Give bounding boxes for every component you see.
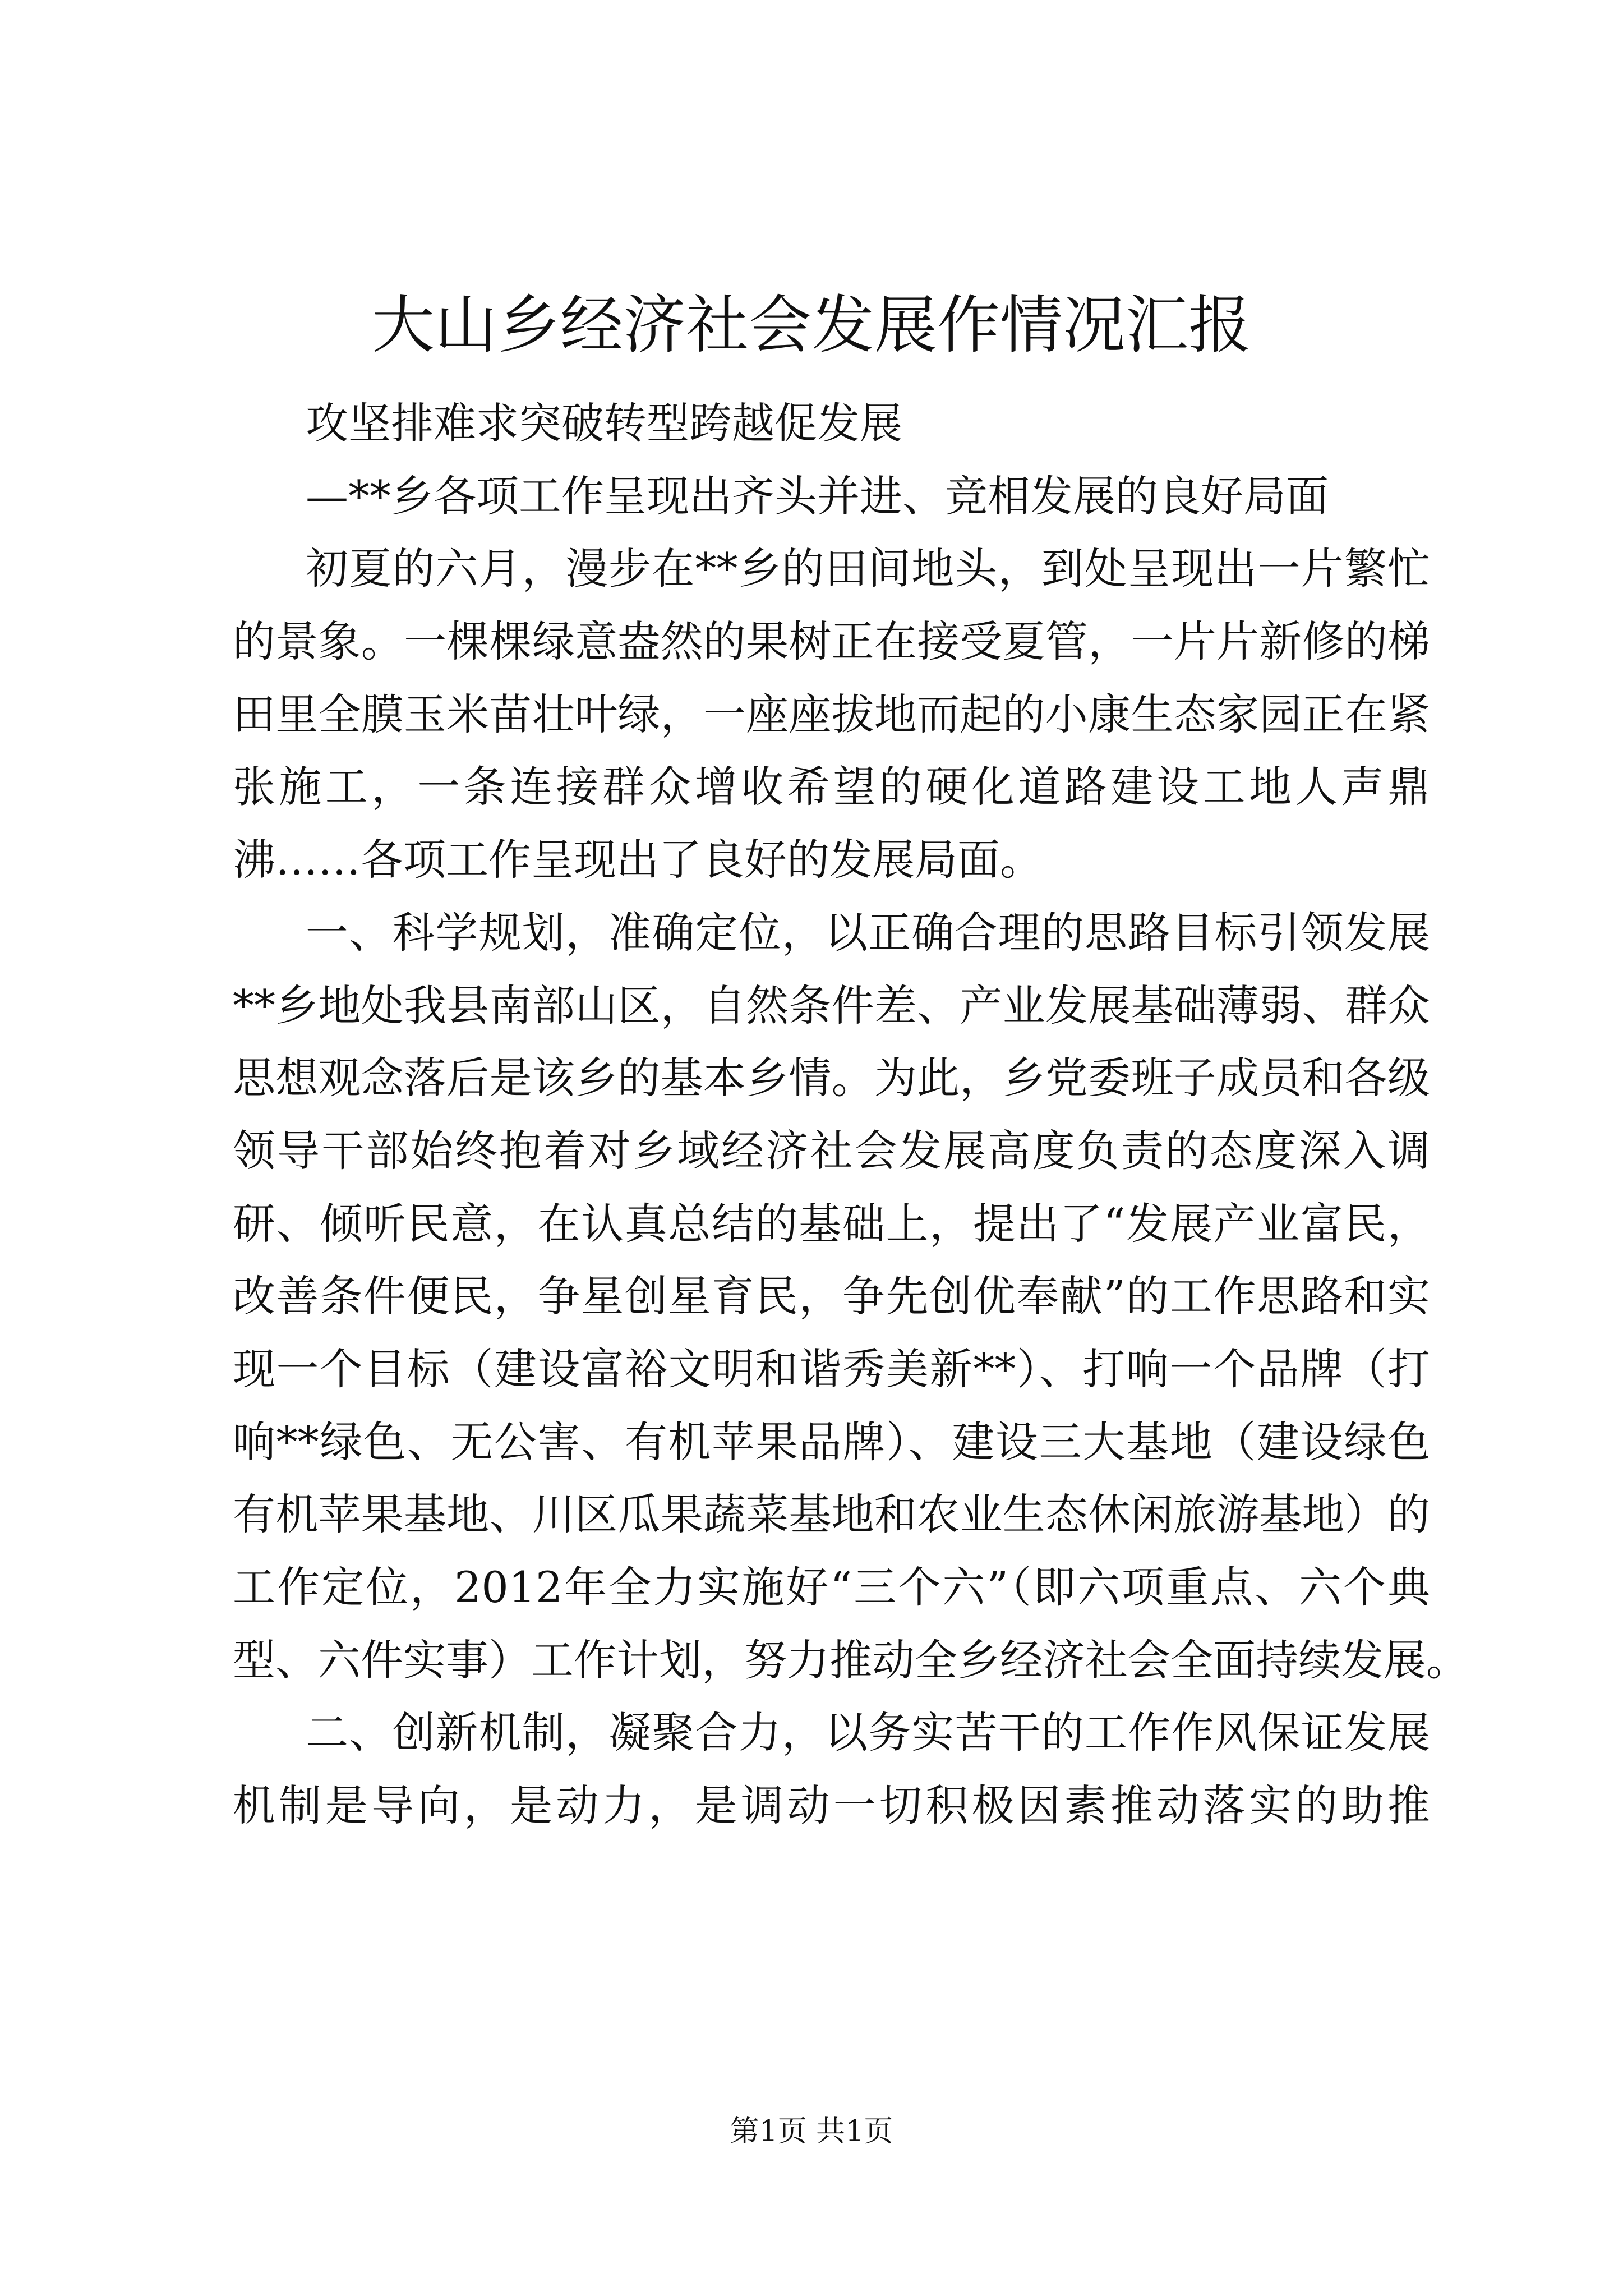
paragraph-line: 初夏的六月，漫步在**乡的田间地头，到处呈现出一片繁忙: [306, 544, 1430, 594]
document-body: [233, 387, 1469, 1842]
paragraph-line: 工作定位，2012年全力实施好“三个六”（即六项重点、六个典: [233, 1562, 1430, 1612]
paragraph-line: 响**绿色、无公害、有机苹果品牌）、建设三大基地（建设绿色: [233, 1416, 1430, 1467]
document-title: 大山乡经济社会发展作情况汇报: [372, 289, 1251, 362]
section-heading-line: 一、科学规划，准确定位，以正确合理的思路目标引领发展: [306, 907, 1430, 958]
subtitle-line: 攻坚排难求突破转型跨越促发展: [306, 398, 902, 448]
paragraph-line: 的景象。一棵棵绿意盎然的果树正在接受夏管，一片片新修的梯: [233, 616, 1430, 667]
paragraph-line: 机制是导向，是动力，是调动一切积极因素推动落实的助推: [233, 1780, 1430, 1831]
paragraph-line: 研、倾听民意，在认真总结的基础上，提出了“发展产业富民，: [233, 1198, 1430, 1249]
paragraph-line: 领导干部始终抱着对乡域经济社会发展高度负责的态度深入调: [233, 1125, 1430, 1176]
paragraph-line: 张施工，一条连接群众增收希望的硬化道路建设工地人声鼎: [233, 762, 1430, 812]
paragraph-line: 现一个目标（建设富裕文明和谐秀美新**）、打响一个品牌（打: [233, 1343, 1430, 1394]
paragraph-line: 思想观念落后是该乡的基本乡情。为此，乡党委班子成员和各级: [233, 1053, 1430, 1103]
page-number-footer: 第1页 共1页: [730, 2115, 893, 2148]
paragraph-line: 型、六件实事）工作计划，努力推动全乡经济社会全面持续发展。: [233, 1635, 1469, 1685]
section-heading-line: 二、创新机制，凝聚合力，以务实苦干的工作作风保证发展: [306, 1708, 1430, 1758]
paragraph-line: 田里全膜玉米苗壮叶绿，一座座拔地而起的小康生态家园正在紧: [233, 689, 1430, 739]
lead-line: —**乡各项工作呈现出齐头并进、竞相发展的良好局面: [306, 471, 1329, 521]
paragraph-line: 改善条件便民，争星创星育民，争先创优奉献”的工作思路和实: [233, 1271, 1430, 1322]
paragraph-line: **乡地处我县南部山区，自然条件差、产业发展基础薄弱、群众: [233, 980, 1430, 1030]
paragraph-line: 沸……各项工作呈现出了良好的发展局面。: [233, 835, 1043, 885]
paragraph-line: 有机苹果基地、川区瓜果蔬菜基地和农业生态休闲旅游基地）的: [233, 1489, 1430, 1540]
